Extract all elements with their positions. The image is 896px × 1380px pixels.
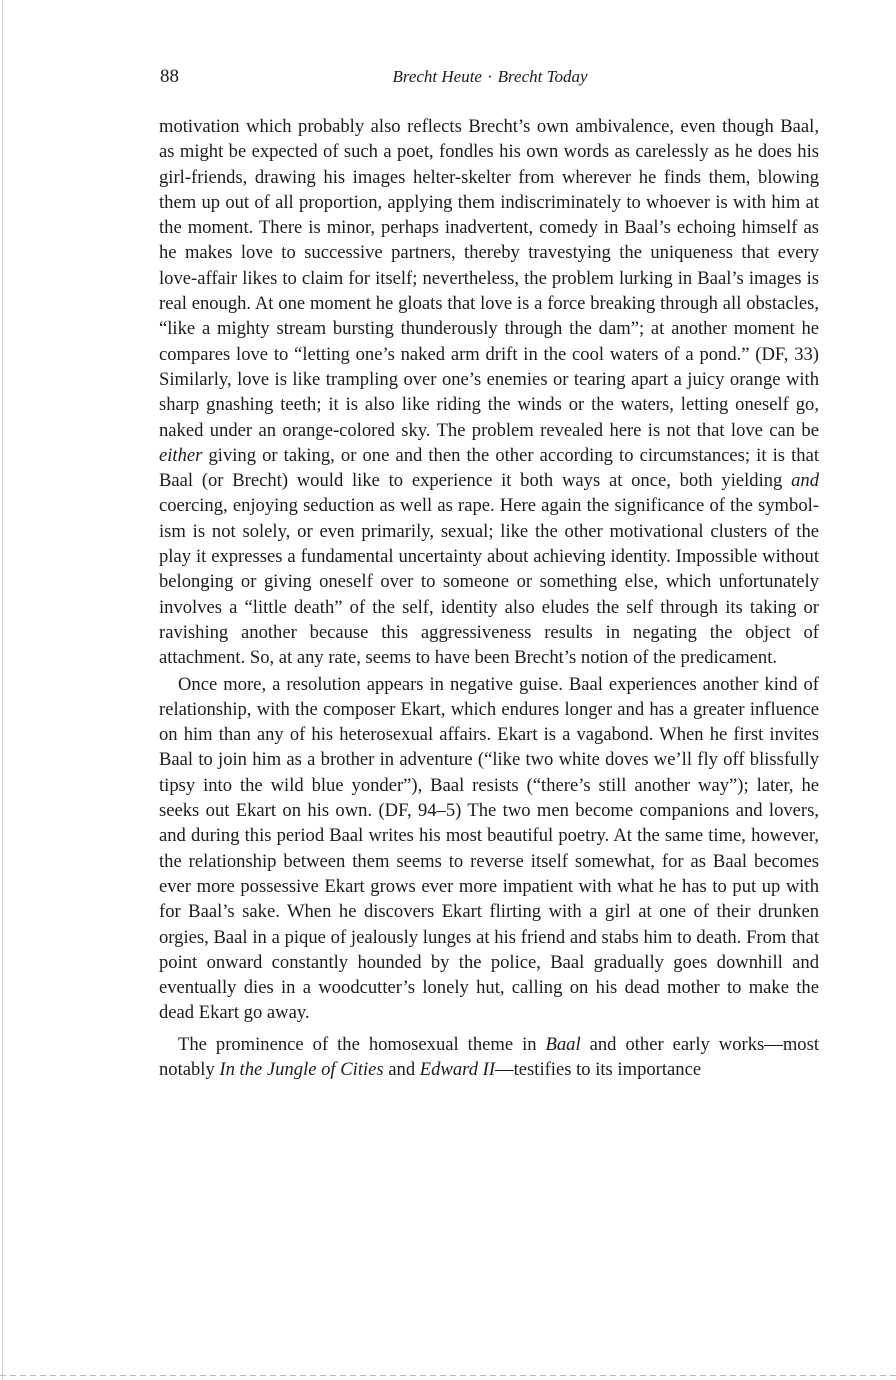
paragraph-text: and <box>383 1058 420 1080</box>
emphasis-and: and <box>791 470 819 492</box>
paragraph-text: coercing, enjoying seduction as well as rape. Here again the significance of the symbolism is not solely, or even primarily, sexual; like the other motivational clusters of the play it expresses a fundamental uncertainty about achieving identity. Impossible without belonging or giving oneself over to someone or something else, which unfortunately involves a “little death” of the self, identity also eludes the self through its taking or ravishing another because this aggressiveness results in negating the object of attachment. So, at any rate, seems to have been Brecht’s notion of the predicament. <box>159 495 819 669</box>
title-jungle-of-cities: In the Jungle of Cities <box>219 1058 384 1080</box>
running-head <box>160 67 820 87</box>
paragraph-1 <box>159 114 819 671</box>
paragraph-text: The prominence of the homosexual theme in <box>178 1033 546 1055</box>
paragraph-text: Once more, a resolution appears in negative guise. Baal experiences another kind of relationship, with the composer Ekart, which endures longer and has a greater influence on him than any of his heterosexual affairs. Ekart is a vagabond. When he first invites Baal to join him as a brother in adventure (“like two white doves we’ll fly off blissfully tipsy into the wild blue yonder”), Baal resists (“there’s still another way”); later, he seeks out Ekart on his own. (DF, 94–5) The two men become companions and lovers, and during this period Baal writes his most beautiful poetry. At the same time, however, the relationship between them seems to reverse itself somewhat, for as Baal becomes ever more possessive Ekart grows ever more impatient with what he has to put up with for Baal’s sake. When he discovers Ekart flirting with a girl at one of their drunken orgies, Baal in a pique of jealously lunges at his friend and stabs him to death. From that point onward constantly hounded by the police, Baal gradually goes downhill and eventually dies in a woodcutter’s lonely hut, calling on his dead mother to make the dead Ekart go away. <box>159 673 819 1024</box>
emphasis-either: either <box>159 444 203 466</box>
title-baal: Baal <box>545 1033 581 1055</box>
running-head-title-de: Brecht Heute <box>392 67 482 86</box>
paragraph-3 <box>159 1032 819 1083</box>
page-edge-bottom <box>0 1375 896 1376</box>
page-number: 88 <box>160 66 179 87</box>
page-edge-left <box>2 0 3 1380</box>
title-edward-ii: Edward II <box>419 1058 496 1080</box>
page-body <box>159 114 819 1082</box>
running-head-title-en: Brecht Today <box>497 67 588 86</box>
paragraph-text: motivation which probably also reflects Brecht’s own ambivalence, even though Baal, as might be expected of such a poet, fondles his own words as carelessly as he does his girl-friends, drawing his images helter-skelter from wherever he finds them, blowing them up out of all proportion, applying them indiscriminately to whoever is with him at the moment. There is minor, perhaps inadvertent, comedy in Baal’s echoing himself as he makes love to successive partners, thereby travestying the uniqueness that every love-affair likes to claim for itself; nevertheless, the problem lurking in Baal’s images is real enough. At one moment he gloats that love is a force breaking through all obstacles, “like a mighty stream bursting thunderously through the dam”; at another moment he compares love to “letting one’s naked arm drift in the cool waters of a pond.” (DF, 33) Similarly, love is like trampling over one’s enemies or tearing apart a juicy orange with sharp gnashing teeth; it is also like riding the winds or the waters, letting oneself go, naked under an orange-colored sky. The problem revealed here is not that love can be <box>159 116 819 441</box>
paragraph-2 <box>159 672 819 1026</box>
running-head-separator: · <box>486 67 493 86</box>
page-header <box>160 66 820 92</box>
paragraph-text: giving or taking, or one and then the other according to circumstances; it is that Baal (or Brecht) would like to experience it both ways at once, both yielding <box>159 444 819 492</box>
paragraph-text: —testifies to its importance <box>495 1058 702 1080</box>
paragraph-text: and other early works—most notably <box>159 1033 819 1080</box>
